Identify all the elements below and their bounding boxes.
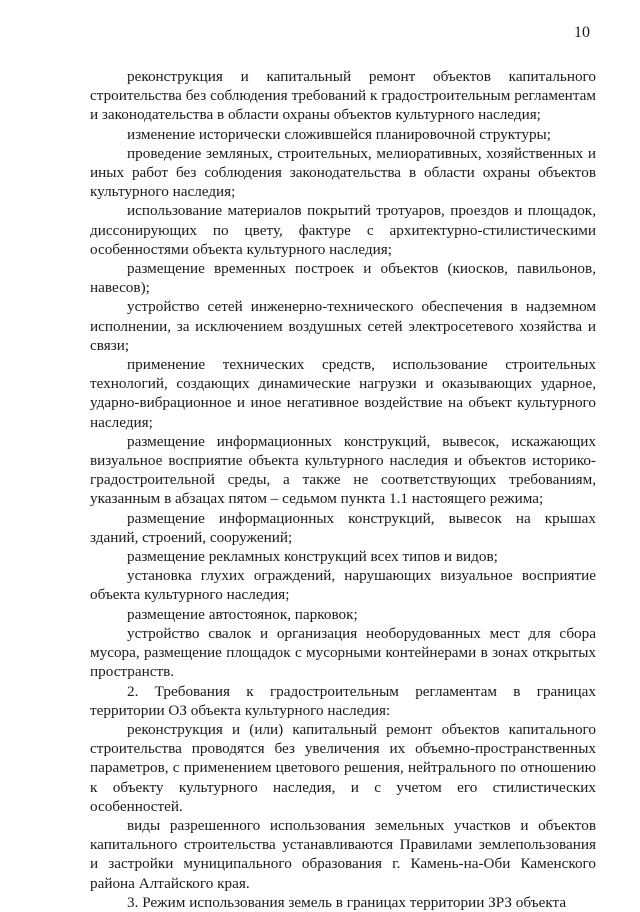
- paragraph: виды разрешенного использования земельных участков и объектов капитального строительства устанавливаются Правилами землепользования и застройки муниципального образования г. Камень-на-Оби Каменского района Алтайского края.: [90, 816, 596, 892]
- paragraph: применение технических средств, использование строительных технологий, создающих динамические нагрузки и оказывающих ударное, ударно-вибрационное и иное негативное воздействие на объект культурного наследия;: [90, 356, 596, 431]
- paragraph: реконструкция и (или) капитальный ремонт объектов капитального строительства проводятся без увеличения их объемно-пространственных параметров, с применением цветового решения, нейтрального по отношению к объекту культурного наследия, и с учетом его стилистических особенностей.: [90, 720, 596, 815]
- paragraph: размещение временных построек и объектов (киосков, павильонов, навесов);: [90, 260, 596, 297]
- paragraph: размещение автостоянок, парковок;: [127, 605, 358, 623]
- paragraph: реконструкция и капитальный ремонт объектов капитального строительства без соблюдения требований к градостроительным регламентам и законодательства в области охраны объектов культурного наследия;: [90, 68, 596, 124]
- paragraph: размещение информационных конструкций, вывесок на крышах зданий, строений, сооружений;: [90, 509, 596, 546]
- paragraph: изменение исторически сложившейся планировочной структуры;: [127, 125, 551, 143]
- page-number: 10: [574, 24, 590, 41]
- paragraph: использование материалов покрытий тротуаров, проездов и площадок, диссонирующих по цвету, фактуре с архитектурно-стилистическими особенностями объекта культурного наследия;: [90, 202, 596, 258]
- paragraph: устройство свалок и организация необорудованных мест для сбора мусора, размещение площадок с мусорными контейнерами в зонах открытых пространств.: [90, 624, 596, 681]
- paragraph: установка глухих ограждений, нарушающих визуальное восприятие объекта культурного наследия;: [90, 567, 596, 604]
- paragraph: размещение рекламных конструкций всех типов и видов;: [127, 548, 498, 566]
- paragraph: размещение информационных конструкций, вывесок, искажающих визуальное восприятие объекта культурного наследия и объектов историко-градостроительной среды, а также не соответствующих требованиям, указанным в абзацах пятом – седьмом пункта 1.1 настоящего режима;: [90, 432, 596, 508]
- paragraph: проведение земляных, строительных, мелиоративных, хозяйственных и иных работ без соблюдения законодательства в области охраны объектов культурного наследия;: [90, 144, 596, 201]
- paragraph: 3. Режим использования земель в границах территории ЗРЗ объекта: [127, 893, 567, 911]
- document-body: [90, 67, 596, 912]
- paragraph: устройство сетей инженерно-технического обеспечения в надземном исполнении, за исключением воздушных сетей электросетевого хозяйства и связи;: [90, 298, 596, 354]
- paragraph: 2. Требования к градостроительным регламентам в границах территории ОЗ объекта культурного наследия:: [90, 682, 596, 719]
